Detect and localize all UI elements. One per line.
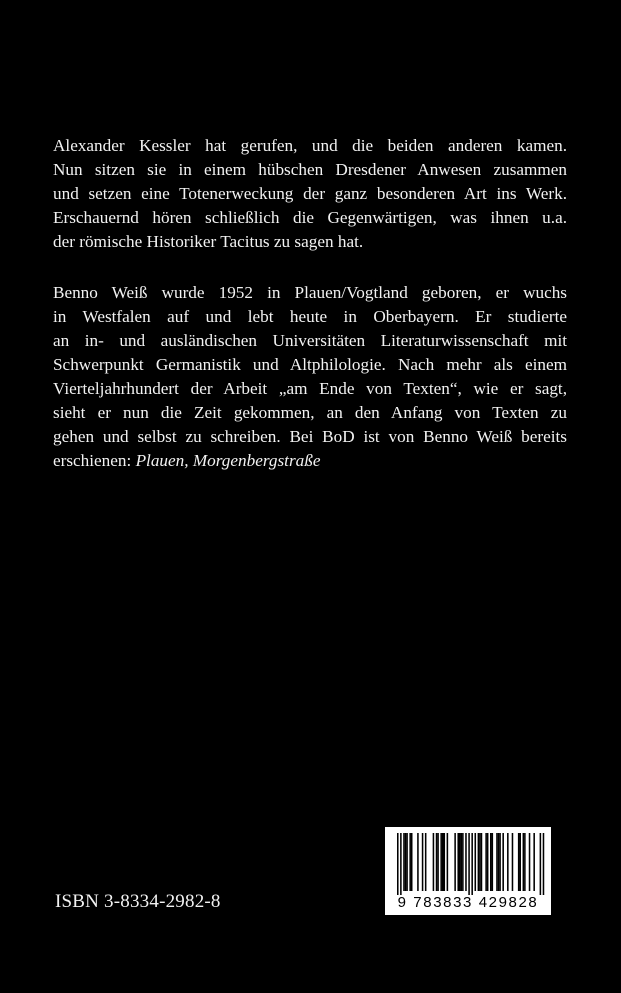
barcode-bar [447, 833, 449, 891]
barcode-bar [406, 833, 408, 891]
barcode-bar [540, 833, 542, 895]
barcode-bar [397, 833, 399, 895]
blurb-line: der römische Historiker Tacitus zu sagen hat. [53, 232, 364, 251]
barcode-bar [465, 833, 467, 891]
barcode-bar [409, 833, 411, 891]
barcode-bar [481, 833, 483, 891]
barcode-bar [433, 833, 435, 891]
barcode-bar [437, 833, 439, 891]
barcode-bar [529, 833, 531, 891]
barcode-bar [498, 833, 500, 891]
barcode-bar [479, 833, 481, 891]
barcode-bar [444, 833, 446, 891]
barcode-bar [487, 833, 489, 891]
barcode-bar [502, 833, 504, 891]
barcode-bar [533, 833, 535, 891]
barcode-bar [403, 833, 405, 891]
barcode-bars [385, 827, 551, 895]
barcode-bar [442, 833, 444, 891]
barcode-bar [462, 833, 464, 891]
barcode-bar [454, 833, 456, 891]
bio-line: an in- und ausländischen Universitäten Literaturwissenschaft mit [53, 331, 567, 350]
barcode-bar [478, 833, 480, 891]
barcode-bar [400, 833, 402, 895]
barcode-bar [405, 833, 407, 891]
book-title: Plauen, Morgenbergstraße [135, 451, 321, 470]
bio-prefix: erschienen: [53, 451, 136, 470]
blurb-line: und setzen eine Totenerweckung der ganz besonderen Art ins Werk. [53, 184, 567, 203]
barcode-bar [425, 833, 427, 891]
blurb-line: Alexander Kessler hat gerufen, und die beiden anderen kamen. [53, 136, 567, 155]
barcode-bar [507, 833, 509, 891]
barcode-bar [417, 833, 419, 891]
blurb-line: Erschauernd hören schließlich die Gegenwärtigen, was ihnen u.a. [53, 208, 567, 227]
barcode-bar [457, 833, 459, 891]
barcode [385, 827, 551, 915]
bio-last-line [53, 449, 567, 473]
barcode-bar [543, 833, 545, 895]
barcode-bar [411, 833, 413, 891]
barcode-bar [512, 833, 514, 891]
barcode-bar [459, 833, 461, 891]
barcode-bar [490, 833, 492, 891]
barcode-bar [422, 833, 424, 891]
barcode-bar [485, 833, 487, 891]
barcode-bar [519, 833, 521, 891]
bio-line: Vierteljahrhundert der Arbeit „am Ende von Texten“, wie er sagt, [53, 379, 567, 398]
barcode-bar [524, 833, 526, 891]
barcode-bar [518, 833, 520, 891]
barcode-bar [475, 833, 477, 891]
barcode-bar [471, 833, 473, 895]
bio-line: Schwerpunkt Germanistik und Altphilologie. Nach mehr als einem [53, 355, 567, 374]
blurb-line: Nun sitzen sie in einem hübschen Dresdener Anwesen zusammen [53, 160, 567, 179]
author-bio [53, 281, 567, 473]
bio-line: in Westfalen auf und lebt heute in Oberbayern. Er studierte [53, 307, 567, 326]
back-cover-blurb [53, 134, 567, 254]
barcode-bar [440, 833, 442, 891]
barcode-bar [461, 833, 463, 891]
isbn-number: ISBN 3-8334-2982-8 [55, 891, 221, 912]
barcode-bar [496, 833, 498, 891]
barcode-digits: 9 783833 429828 [397, 894, 539, 911]
bio-line: gehen und selbst zu schreiben. Bei BoD ist von Benno Weiß bereits [53, 427, 567, 446]
barcode-bar [436, 833, 438, 891]
barcode-bar [499, 833, 501, 891]
barcode-bar [468, 833, 470, 895]
barcode-bar [523, 833, 525, 891]
barcode-bar [492, 833, 494, 891]
bio-line: Benno Weiß wurde 1952 in Plauen/Vogtland geboren, er wuchs [53, 283, 567, 302]
bio-line: sieht er nun die Zeit gekommen, an den Anfang von Texten zu [53, 403, 567, 422]
